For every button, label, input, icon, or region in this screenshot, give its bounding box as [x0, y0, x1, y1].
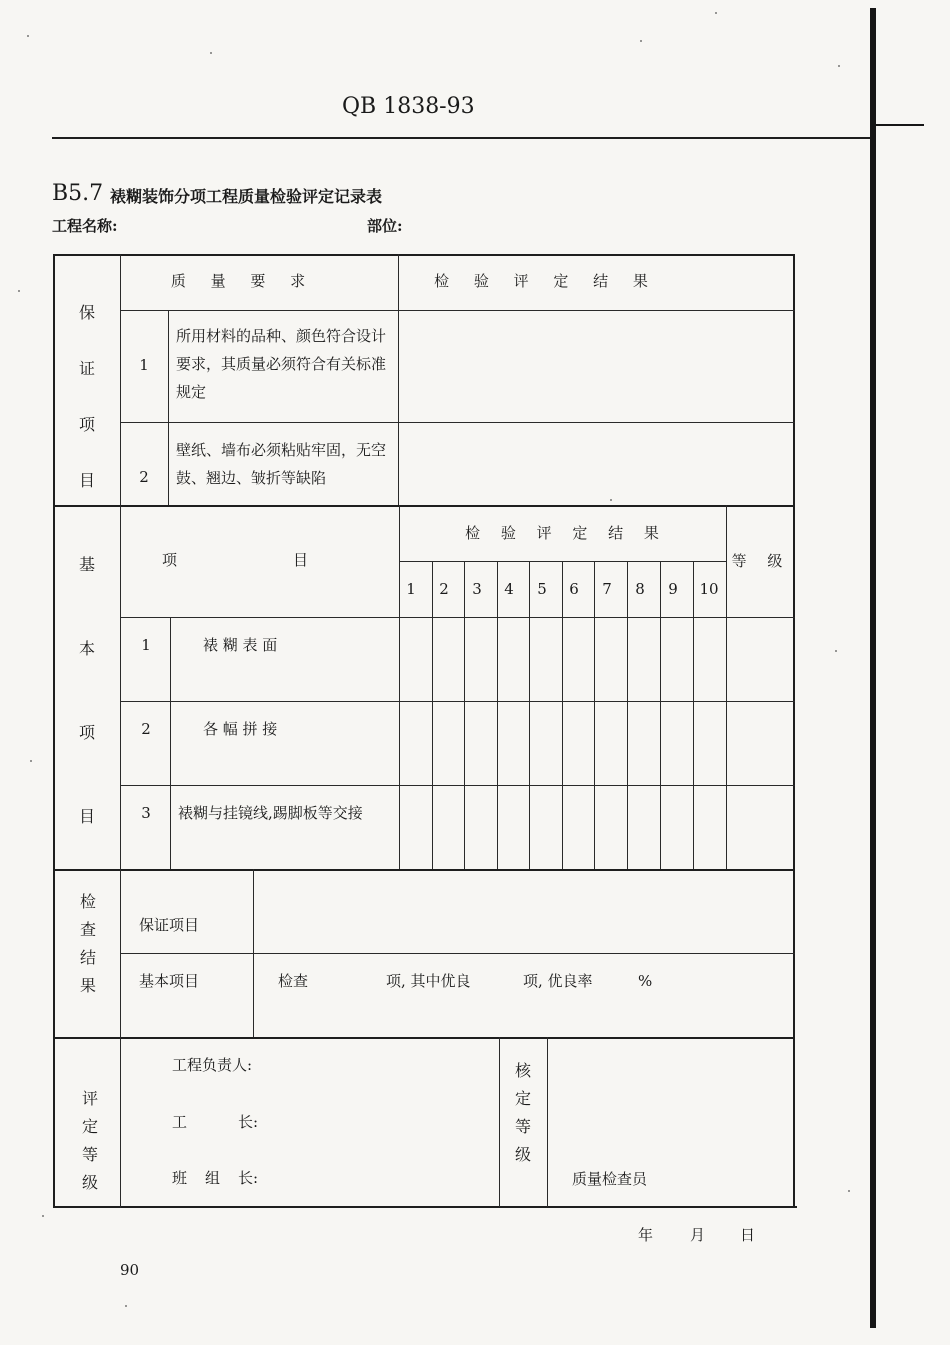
rating-side-label-2: 定 [81, 1117, 98, 1136]
score-column-number: 9 [668, 580, 678, 598]
check-percent-sign: % [638, 972, 653, 990]
score-column-number: 10 [699, 580, 719, 598]
basic-grade-divider [726, 505, 727, 869]
score-column-number: 5 [537, 580, 547, 598]
guarantee-item-2-text: 壁纸、墙布必须粘贴牢固，无空鼓、翘边、皱折等缺陷 [176, 441, 387, 487]
scan-edge-tab [876, 124, 924, 126]
scan-binding-edge [870, 8, 876, 1328]
guarantee-item-1-number: 1 [139, 356, 149, 374]
score-column-number: 8 [635, 580, 645, 598]
guarantee-item-2-number: 2 [139, 468, 149, 486]
check-side-label-2: 查 [79, 920, 96, 939]
location-label: 部位: [367, 217, 403, 235]
scan-speck [18, 290, 20, 292]
section-title: 裱糊装饰分项工程质量检验评定记录表 [110, 187, 383, 206]
check-guarantee-label: 保证项目 [139, 916, 200, 934]
check-row-line [121, 953, 795, 954]
basic-item-3-text: 裱糊与挂镜线,踢脚板等交接 [178, 804, 363, 822]
basic-item-3-number: 3 [141, 804, 151, 822]
table-right-border [793, 254, 795, 1208]
basic-item-1-text: 裱 糊 表 面 [203, 636, 278, 654]
basic-side-label-3: 项 [78, 723, 95, 742]
table-bottom-border [55, 1206, 797, 1208]
verify-label-1: 核 [514, 1061, 531, 1080]
basic-score-col-divider [562, 561, 563, 869]
header-rule [52, 137, 872, 139]
scan-speck [640, 40, 642, 42]
rating-side-label-3: 等 [81, 1145, 98, 1164]
score-column-number: 1 [406, 580, 416, 598]
guarantee-result-header: 检 验 评 定 结 果 [434, 272, 658, 290]
score-column-number: 2 [439, 580, 449, 598]
basic-result-header: 检 验 评 定 结 果 [465, 524, 667, 542]
rating-verify-right-divider [547, 1037, 548, 1207]
basic-score-col-divider [660, 561, 661, 869]
section-number: B5.7 [52, 181, 104, 206]
guarantee-side-label-3: 项 [78, 415, 95, 434]
check-side-label-3: 结 [79, 948, 96, 967]
check-basic-items-text: 项, 其中优良 [386, 972, 471, 990]
scan-speck [42, 1215, 44, 1217]
scan-speck [30, 760, 32, 762]
guarantee-item-1-text: 所用材料的品种、颜色符合设计要求，其质量必须符合有关标准规定 [176, 327, 387, 401]
table-top-border [53, 254, 795, 256]
basic-item-header: 项 [162, 551, 178, 569]
guarantee-number-divider [168, 310, 169, 505]
rating-verify-left-divider [499, 1037, 500, 1207]
basic-item-2-number: 2 [141, 720, 151, 738]
check-basic-rate-text: 项, 优良率 [523, 972, 593, 990]
side-label-divider [120, 254, 121, 1208]
team-leader-label-b: 组 [205, 1169, 221, 1187]
verify-label-2: 定 [514, 1089, 531, 1108]
page-number: 90 [120, 1261, 140, 1279]
date-month: 月 [690, 1226, 706, 1244]
rating-side-label-4: 级 [81, 1173, 98, 1192]
rating-side-label-1: 评 [81, 1089, 98, 1108]
check-side-label-4: 果 [79, 976, 96, 995]
foreman-label-b: 长: [238, 1113, 259, 1131]
basic-score-col-divider [594, 561, 595, 869]
scan-speck [125, 1305, 127, 1307]
score-column-number: 7 [602, 580, 612, 598]
score-column-number: 3 [472, 580, 482, 598]
scan-speck [715, 12, 717, 14]
check-side-label-1: 检 [79, 892, 96, 911]
basic-score-col-divider [432, 561, 433, 869]
basic-side-label-4: 目 [78, 807, 95, 826]
score-column-number: 4 [504, 580, 514, 598]
table-left-border [53, 254, 55, 1208]
scan-speck [835, 650, 837, 652]
check-basic-check-text: 检查 [278, 972, 309, 990]
guarantee-side-label-4: 目 [78, 471, 95, 490]
basic-item-result-divider [399, 505, 400, 869]
basic-score-col-divider [497, 561, 498, 869]
project-name-label: 工程名称: [52, 217, 118, 235]
guarantee-basic-separator [53, 505, 795, 507]
basic-check-separator [54, 869, 795, 871]
foreman-label-a: 工 [172, 1113, 188, 1131]
basic-grade-header: 等 级 [731, 552, 791, 570]
date-year: 年 [638, 1226, 654, 1244]
verify-label-4: 级 [514, 1145, 531, 1164]
basic-side-label-1: 基 [78, 555, 95, 574]
basic-score-col-divider [693, 561, 694, 869]
project-lead-label: 工程负责人: [172, 1056, 253, 1074]
guarantee-col-divider [398, 254, 399, 505]
quality-inspector-label: 质量检查员 [572, 1170, 648, 1188]
scan-speck [838, 65, 840, 67]
team-leader-label-a: 班 [172, 1169, 188, 1187]
basic-score-col-divider [529, 561, 530, 869]
basic-score-col-divider [464, 561, 465, 869]
guarantee-side-label-1: 保 [78, 303, 95, 322]
basic-item-header-2: 目 [293, 551, 309, 569]
scan-speck [848, 1190, 850, 1192]
basic-score-col-divider [627, 561, 628, 869]
scan-speck [210, 52, 212, 54]
basic-number-divider [170, 617, 171, 869]
guarantee-header-line [120, 310, 795, 311]
check-basic-label: 基本项目 [139, 972, 200, 990]
scan-speck [610, 499, 612, 501]
guarantee-side-label-2: 证 [78, 359, 95, 378]
scan-speck [27, 35, 29, 37]
basic-side-label-2: 本 [78, 639, 95, 658]
check-rating-separator [55, 1037, 795, 1039]
score-column-number: 6 [569, 580, 579, 598]
basic-item-1-number: 1 [141, 636, 151, 654]
date-day: 日 [740, 1226, 756, 1244]
guarantee-row-line [120, 422, 795, 423]
team-leader-label-c: 长: [238, 1169, 259, 1187]
document-code: QB 1838-93 [342, 94, 475, 119]
guarantee-requirement-header: 质 量 要 求 [170, 272, 316, 290]
basic-item-2-text: 各 幅 拼 接 [203, 720, 278, 738]
verify-label-3: 等 [514, 1117, 531, 1136]
